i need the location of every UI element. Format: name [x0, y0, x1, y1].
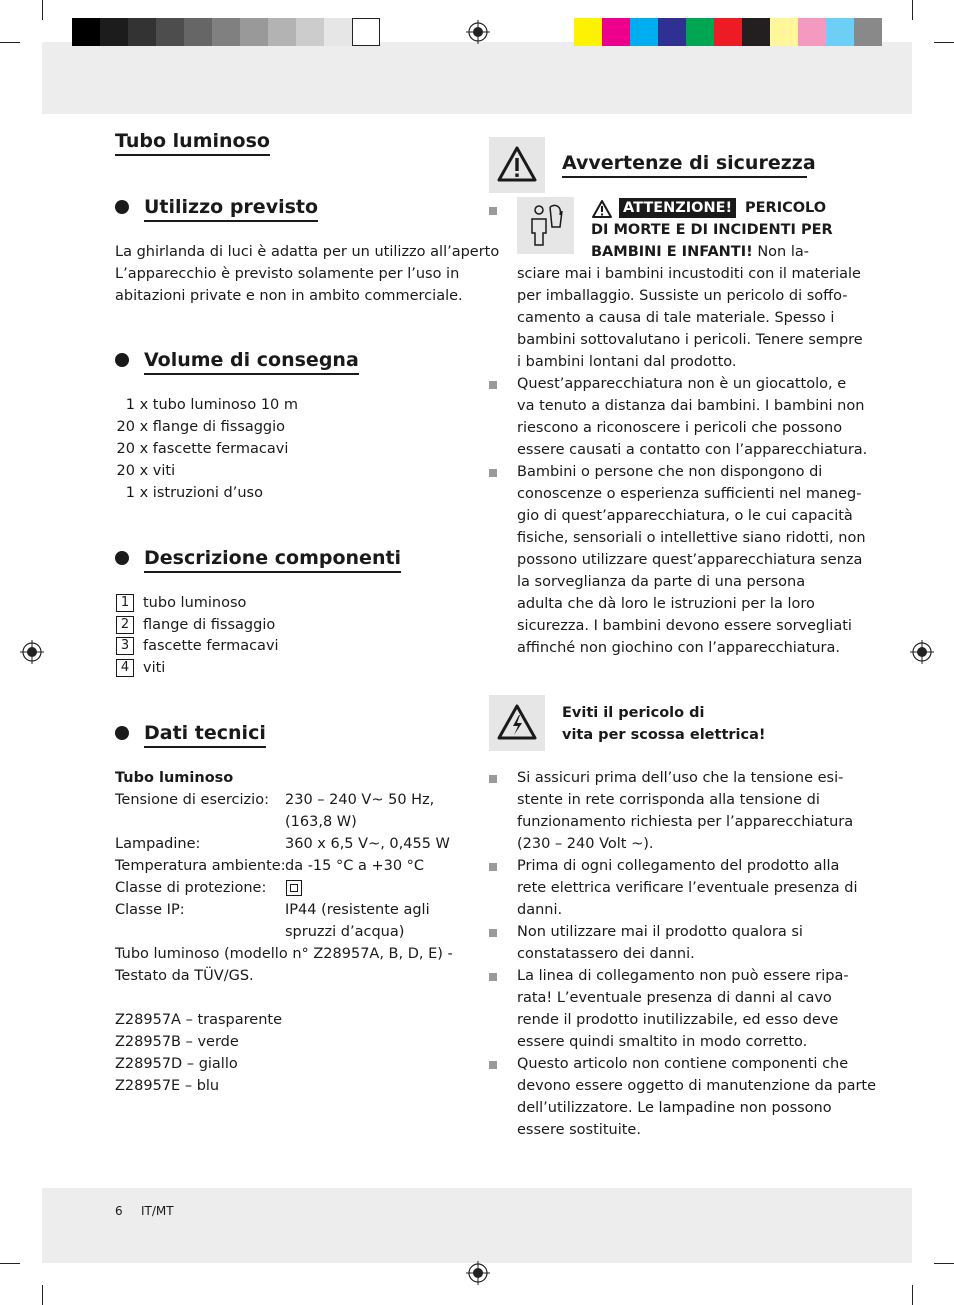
warning-heading: PERICOLO [745, 200, 827, 216]
variant-item: Z28957B – verde [115, 1034, 239, 1050]
warning-heading: DI MORTE E DI INCIDENTI PER [591, 222, 833, 238]
bullet-dot-icon [115, 551, 129, 565]
spec-label: Lampadine: [115, 836, 201, 852]
warning-heading: BAMBINI E INFANTI! Non la- [591, 244, 809, 260]
crop-mark [934, 1263, 954, 1264]
bullet-line: constatassero dei danni. [517, 946, 695, 962]
model-note: Testato da TÜV/GS. [115, 968, 254, 984]
bullet-line: gio di quest’apparecchiatura, o le cui capacità [517, 508, 853, 524]
child-warning-icon [517, 197, 574, 254]
registration-mark-icon [466, 20, 490, 44]
spec-value: (163,8 W) [285, 814, 357, 830]
spec-value: 230 – 240 V~ 50 Hz, [285, 792, 435, 808]
safety-section-title: Avvertenze di sicurezza [562, 151, 807, 178]
component-number: 2 [116, 616, 134, 634]
color-swatch [742, 18, 770, 46]
crop-mark [0, 42, 20, 43]
color-swatch [798, 18, 826, 46]
spec-subtitle: Tubo luminoso [115, 770, 234, 786]
page-number: 6 [115, 1204, 123, 1218]
header-gray-bar [42, 42, 912, 114]
warning-triangle-icon [489, 137, 545, 193]
list-item: 20 x flange di fissaggio [116, 419, 286, 435]
gray-swatch [212, 18, 240, 46]
list-item: 1 x tubo luminoso 10 m [125, 397, 299, 413]
model-note: Tubo luminoso (modello n° Z28957A, B, D, E) - [115, 946, 453, 962]
crop-mark [0, 1263, 20, 1264]
section-title: Dati tecnici [144, 721, 266, 748]
paragraph-line: i bambini lontani dal prodotto. [517, 354, 737, 370]
spec-value: da -15 °C a +30 °C [285, 858, 425, 874]
bullet-line: (230 – 240 Volt ~). [517, 836, 654, 852]
component-number: 3 [116, 637, 134, 655]
color-swatch [658, 18, 686, 46]
crop-mark [934, 42, 954, 43]
registration-mark-icon [466, 1261, 490, 1285]
bullet-square-icon [489, 207, 497, 215]
gray-swatch [100, 18, 128, 46]
component-label: flange di fissaggio [143, 617, 276, 633]
color-swatch [630, 18, 658, 46]
bullet-square-icon [489, 973, 497, 981]
bullet-line: Prima di ogni collegamento del prodotto alla [517, 858, 840, 874]
component-label: viti [143, 660, 166, 676]
bullet-line: Non utilizzare mai il prodotto qualora si [517, 924, 803, 940]
bullet-line: affinché non giochino con l’apparecchiatura. [517, 640, 841, 656]
bullet-line: sicurezza. I bambini devono essere sorvegliati [517, 618, 852, 634]
component-number: 4 [116, 659, 134, 677]
bullet-square-icon [489, 381, 497, 389]
electric-warning-title: Eviti il pericolo di [562, 705, 705, 721]
paragraph-line: La ghirlanda di luci è adatta per un utilizzo all’aperto [115, 244, 500, 260]
spec-label: Classe di protezione: [115, 880, 267, 896]
color-swatch [574, 18, 602, 46]
spec-label: Tensione di esercizio: [115, 792, 269, 808]
bullet-square-icon [489, 775, 497, 783]
bullet-line: Quest’apparecchiatura non è un giocattolo, e [517, 376, 847, 392]
bullet-line: Questo articolo non contiene componenti che [517, 1056, 849, 1072]
section-title: Utilizzo previsto [144, 195, 318, 222]
list-item: 20 x fascette fermacavi [116, 441, 289, 457]
crop-mark [42, 0, 43, 20]
paragraph-line: per imballaggio. Sussiste un pericolo di soffo- [517, 288, 848, 304]
bullet-dot-icon [115, 726, 129, 740]
bullet-line: Bambini o persone che non dispongono di [517, 464, 823, 480]
gray-swatch [324, 18, 352, 46]
bullet-line: adulta che dà loro le istruzioni per la loro [517, 596, 815, 612]
language-code: IT/MT [141, 1204, 174, 1218]
bullet-dot-icon [115, 200, 129, 214]
electric-warning-title: vita per scossa elettrica! [562, 727, 766, 743]
paragraph-line: L’apparecchio è previsto solamente per l’uso in [115, 266, 460, 282]
spec-value: 360 x 6,5 V~, 0,455 W [285, 836, 450, 852]
color-swatch [770, 18, 798, 46]
crop-mark [42, 1285, 43, 1305]
color-swatch [854, 18, 882, 46]
bullet-dot-icon [115, 353, 129, 367]
bullet-line: Si assicuri prima dell’uso che la tensione esi- [517, 770, 844, 786]
bullet-square-icon [489, 469, 497, 477]
bullet-square-icon [489, 929, 497, 937]
paragraph-line: camento a causa di tale materiale. Spesso i [517, 310, 835, 326]
spec-value: IP44 (resistente agli [285, 902, 430, 918]
variant-item: Z28957D – giallo [115, 1056, 238, 1072]
spec-label: Classe IP: [115, 902, 185, 918]
warning-small-icon [591, 199, 613, 219]
gray-swatch [352, 18, 380, 46]
spec-label: Temperatura ambiente: [115, 858, 286, 874]
variant-item: Z28957E – blu [115, 1078, 220, 1094]
bullet-line: essere causati a contatto con l’apparecchiatura. [517, 442, 868, 458]
bullet-line: rata! L’eventuale presenza di danni al cavo [517, 990, 832, 1006]
bullet-line: conoscenze o esperienza sufficienti nel maneg- [517, 486, 862, 502]
electric-shock-warning-icon [489, 695, 545, 751]
bullet-square-icon [489, 1061, 497, 1069]
gray-swatch [268, 18, 296, 46]
bullet-line: essere quindi smaltito in modo corretto. [517, 1034, 808, 1050]
paragraph-line: sciare mai i bambini incustoditi con il materiale [517, 266, 861, 282]
gray-swatch [72, 18, 100, 46]
paragraph-line: bambini sottovalutano i pericoli. Tenere sempre [517, 332, 863, 348]
gray-swatch [184, 18, 212, 46]
component-number: 1 [116, 594, 134, 612]
registration-mark-icon [910, 640, 934, 664]
bullet-line: dell’utilizzatore. Le lampadine non possono [517, 1100, 832, 1116]
bullet-line: rete elettrica verificare l’eventuale presenza di [517, 880, 858, 896]
crop-mark [912, 1285, 913, 1305]
bullet-line: danni. [517, 902, 563, 918]
bullet-line: essere sostituite. [517, 1122, 641, 1138]
list-item: 20 x viti [116, 463, 176, 479]
crop-mark [912, 0, 913, 20]
component-label: tubo luminoso [143, 595, 247, 611]
gray-swatch [156, 18, 184, 46]
color-swatch [826, 18, 854, 46]
color-swatch [714, 18, 742, 46]
gray-swatch [296, 18, 324, 46]
gray-swatch [240, 18, 268, 46]
bullet-line: stente in rete corrisponda alla tensione di [517, 792, 820, 808]
bullet-line: la sorveglianza da parte di una persona [517, 574, 806, 590]
component-label: fascette fermacavi [143, 638, 279, 654]
bullet-line: devono essere oggetto di manutenzione da parte [517, 1078, 877, 1094]
bullet-line: fisiche, sensoriali o intellettive siano ridotti, non [517, 530, 866, 546]
bullet-line: riescono a riconoscere i pericoli che possono [517, 420, 843, 436]
section-title: Volume di consegna [144, 348, 359, 375]
bullet-line: rende il prodotto inutilizzabile, ed esso deve [517, 1012, 839, 1028]
list-item: 1 x istruzioni d’uso [125, 485, 263, 501]
protection-class-ii-icon [286, 880, 302, 896]
section-title: Descrizione componenti [144, 546, 401, 573]
bullet-line: La linea di collegamento non può essere ripa- [517, 968, 849, 984]
page-title: Tubo luminoso [115, 129, 270, 156]
bullet-square-icon [489, 863, 497, 871]
spec-value: spruzzi d’acqua) [285, 924, 405, 940]
variant-item: Z28957A – trasparente [115, 1012, 282, 1028]
color-swatch [686, 18, 714, 46]
bullet-line: possono utilizzare quest’apparecchiatura senza [517, 552, 863, 568]
registration-mark-icon [20, 640, 44, 664]
attention-label: ATTENZIONE! [619, 198, 736, 218]
bullet-line: va tenuto a distanza dai bambini. I bambini non [517, 398, 865, 414]
bullet-line: funzionamento richiesta per l’apparecchiatura [517, 814, 854, 830]
gray-swatch [128, 18, 156, 46]
color-swatch [602, 18, 630, 46]
paragraph-line: abitazioni private e non in ambito commerciale. [115, 288, 463, 304]
